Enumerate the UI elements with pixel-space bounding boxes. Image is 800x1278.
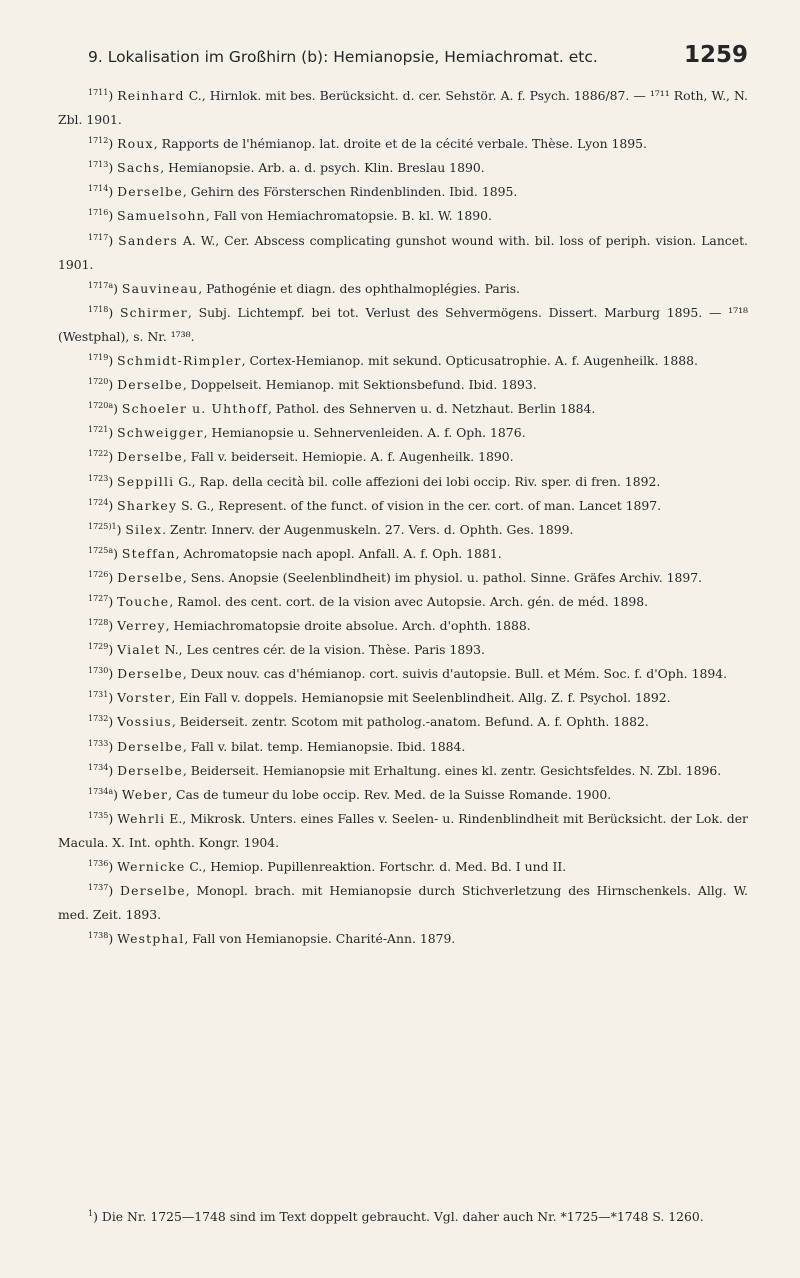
reference-author: Derselbe xyxy=(117,666,183,682)
reference-author: Roux xyxy=(117,136,154,152)
reference-text: , Deux nouv. cas d'hémianop. cort. suivis d'autopsie. Bull. et Mém. Soc. f. d'Oph. 1894. xyxy=(182,666,728,682)
reference-number: 1736 xyxy=(88,859,109,868)
reference-author: Sauvineau xyxy=(121,280,199,296)
reference-number: 1731 xyxy=(88,690,109,700)
reference-number-paren: ) xyxy=(108,304,120,320)
reference-number: 1734 xyxy=(88,762,109,772)
reference-text: , Pathol. des Sehnerven u. d. Netzhaut. Berlin 1884. xyxy=(267,401,596,417)
reference-number-paren: ) xyxy=(108,883,121,899)
reference-text: , Fall von Hemiachromatopsie. B. kl. W. 1890. xyxy=(205,208,492,224)
reference-number: 1723 xyxy=(88,473,109,483)
reference-text: , Hemianopsie. Arb. a. d. psych. Klin. Breslau 1890. xyxy=(160,160,485,176)
reference-number: 1730 xyxy=(88,666,109,676)
reference-author: Derselbe xyxy=(117,762,183,778)
reference-text: , Ein Fall v. doppels. Hemianopsie mit Seelenblindheit. Allg. Z. f. Psychol. 1892. xyxy=(171,690,671,706)
reference-number-paren: ) xyxy=(108,377,118,393)
reference-author: Touche xyxy=(117,593,170,609)
reference-entry xyxy=(58,470,748,494)
page-number: 1259 xyxy=(683,42,748,68)
reference-author: Derselbe xyxy=(120,883,186,899)
reference-entry xyxy=(58,710,748,734)
reference-entry xyxy=(58,373,748,397)
reference-entry xyxy=(58,397,748,421)
reference-entry xyxy=(58,445,748,469)
reference-author: Reinhard xyxy=(117,88,185,103)
reference-text: , Hemianopsie u. Sehnervenleiden. A. f. Oph. 1876. xyxy=(203,425,526,441)
reference-entry xyxy=(58,349,748,373)
reference-entry xyxy=(58,735,748,759)
reference-number-paren: ) xyxy=(113,401,122,417)
reference-entry xyxy=(58,229,748,277)
reference-number-paren: ) xyxy=(108,497,118,513)
reference-number-paren: ) xyxy=(108,425,118,441)
reference-author: Derselbe xyxy=(117,377,183,393)
reference-number: 1713 xyxy=(88,160,109,170)
reference-number: 1729 xyxy=(88,642,109,652)
reference-number-paren: ) xyxy=(108,714,118,730)
reference-number: 1720a xyxy=(88,401,114,411)
reference-number-paren: ) xyxy=(108,666,118,682)
reference-number-paren: ) xyxy=(113,786,122,802)
reference-number: 1721 xyxy=(88,425,109,435)
reference-number-paren: ) xyxy=(108,160,118,176)
reference-author: Wehrli xyxy=(117,810,166,826)
reference-number-paren: ) xyxy=(108,449,118,465)
reference-number-paren: ) xyxy=(108,690,118,706)
reference-text: , Fall v. bilat. temp. Hemianopsie. Ibid. 1884. xyxy=(182,738,466,754)
reference-author: Silex xyxy=(125,521,163,537)
reference-number-paren: ) xyxy=(108,593,118,609)
reference-entry xyxy=(58,614,748,638)
reference-number-paren: ) xyxy=(108,208,118,224)
reference-entry xyxy=(58,542,748,566)
reference-number-paren: ) xyxy=(108,184,118,200)
reference-number-paren: ) xyxy=(108,859,118,874)
footnote-mark: 1 xyxy=(88,1209,94,1218)
reference-entry xyxy=(58,301,748,349)
reference-number: 1722 xyxy=(88,449,109,459)
reference-entry xyxy=(58,277,748,301)
reference-number: 1719 xyxy=(88,353,109,363)
reference-author: Vorster xyxy=(117,690,172,706)
reference-number: 1737 xyxy=(88,883,109,893)
reference-number-paren: ) xyxy=(108,810,118,826)
reference-entry xyxy=(58,518,748,542)
reference-number: 1738 xyxy=(88,931,109,941)
reference-number-paren: ) xyxy=(108,136,118,152)
reference-number: 1724 xyxy=(88,497,109,507)
reference-entry xyxy=(58,132,748,156)
reference-number-paren: ) xyxy=(108,931,118,947)
reference-entry xyxy=(58,566,748,590)
reference-author: Vossius xyxy=(117,714,172,730)
reference-text: , Hemiachromatopsie droite absolue. Arch. d'ophth. 1888. xyxy=(165,618,531,634)
reference-text: S. G., Represent. of the funct. of vision in the cer. cort. of man. Lancet 1897. xyxy=(177,497,662,513)
reference-text: , Doppelseit. Hemianop. mit Sektionsbefund. Ibid. 1893. xyxy=(182,377,537,393)
reference-entry xyxy=(58,156,748,180)
reference-author: Samuelsohn xyxy=(117,208,206,224)
reference-text: C., Hirnlok. mit bes. Berücksicht. d. cer. Sehstör. A. f. Psych. 1886/87. — ¹⁷¹¹ Roth, W., N. Zbl. 1901. xyxy=(58,88,748,128)
reference-number-paren: ) xyxy=(113,280,122,296)
reference-entry xyxy=(58,204,748,228)
reference-number-paren: ) xyxy=(108,642,118,658)
reference-number: 1726 xyxy=(88,569,109,579)
reference-number: 1727 xyxy=(88,593,109,603)
reference-text: , Sens. Anopsie (Seelenblindheit) im physiol. u. pathol. Sinne. Gräfes Archiv. 1897. xyxy=(182,569,703,585)
reference-number: 1733 xyxy=(88,738,109,748)
reference-number: 1716 xyxy=(88,208,109,218)
reference-text: . Zentr. Innerv. der Augenmuskeln. 27. Vers. d. Ophth. Ges. 1899. xyxy=(162,521,574,537)
reference-text: , Rapports de l'hémianop. lat. droite et de la cécité verbale. Thèse. Lyon 1895. xyxy=(153,136,647,152)
reference-author: Schweigger xyxy=(117,425,204,441)
reference-entry xyxy=(58,855,748,879)
reference-number-paren: ) xyxy=(108,353,118,369)
reference-text: , Subj. Lichtempf. bei tot. Verlust des Sehvermögens. Dissert. Marburg 1895. — ¹⁷¹⁸ (Westphal), s. Nr. ¹⁷³⁸. xyxy=(58,304,748,344)
reference-author: Sanders xyxy=(118,232,178,248)
reference-entry xyxy=(58,494,748,518)
reference-entry xyxy=(58,927,748,951)
reference-number-paren: ) xyxy=(108,473,118,489)
reference-number-paren: ) xyxy=(108,88,118,103)
reference-text: G., Rap. della cecità bil. colle affezioni dei lobi occip. Riv. sper. di fren. 1892. xyxy=(174,473,661,489)
reference-number: 1712 xyxy=(88,136,109,146)
reference-number: 1728 xyxy=(88,618,109,628)
reference-author: Derselbe xyxy=(117,738,183,754)
reference-text: , Cortex-Hemianop. mit sekund. Opticusatrophie. A. f. Augenheilk. 1888. xyxy=(241,353,698,369)
reference-entry xyxy=(58,84,748,132)
reference-author: Steffan xyxy=(121,545,176,561)
reference-author: Vialet xyxy=(117,642,161,658)
reference-entry xyxy=(58,180,748,204)
reference-entry xyxy=(58,421,748,445)
reference-author: Verrey xyxy=(117,618,166,634)
footnote-text: Die Nr. 1725—1748 sind im Text doppelt gebraucht. Vgl. daher auch Nr. *1725—*1748 S. 1260. xyxy=(101,1209,704,1224)
reference-author: Derselbe xyxy=(117,184,183,200)
running-title: 9. Lokalisation im Großhirn (b): Hemianopsie, Hemiachromat. etc. xyxy=(88,48,598,66)
reference-number: 1725a xyxy=(88,545,114,555)
reference-author: Derselbe xyxy=(117,449,183,465)
reference-text: , Achromatopsie nach apopl. Anfall. A. f. Oph. 1881. xyxy=(175,545,502,561)
reference-number-paren: ) xyxy=(108,569,118,585)
reference-text: , Fall v. beiderseit. Hemiopie. A. f. Augenheilk. 1890. xyxy=(182,449,514,465)
reference-author: Sharkey xyxy=(117,497,178,513)
reference-number: 1735 xyxy=(88,810,109,820)
reference-author: Derselbe xyxy=(117,569,183,585)
reference-text: E., Mikrosk. Unters. eines Falles v. Seelen- u. Rindenblindheit mit Berücksicht. der Lok. der Macula. X. Int. ophth. Kongr. 1904. xyxy=(58,810,748,850)
reference-text: , Pathogénie et diagn. des ophthalmoplégies. Paris. xyxy=(198,280,520,296)
reference-text: , Beiderseit. Hemianopsie mit Erhaltung. eines kl. zentr. Gesichtsfeldes. N. Zbl. 1896. xyxy=(182,762,722,778)
reference-number-paren: ) xyxy=(113,545,122,561)
reference-number-paren: ) xyxy=(108,232,119,248)
reference-text: C., Hemiop. Pupillenreaktion. Fortschr. d. Med. Bd. I und II. xyxy=(185,859,567,874)
footnote-mark-paren: ) xyxy=(93,1209,98,1224)
reference-text: , Fall von Hemianopsie. Charité-Ann. 1879. xyxy=(184,931,456,947)
reference-number-paren: ) xyxy=(108,738,118,754)
reference-entry xyxy=(58,590,748,614)
reference-author: Schoeler u. Uhthoff xyxy=(121,401,268,417)
reference-text: , Cas de tumeur du lobe occip. Rev. Med. de la Suisse Romande. 1900. xyxy=(168,786,612,802)
reference-number: 1717a xyxy=(88,280,114,290)
reference-text: , Monopl. brach. mit Hemianopsie durch Stichverletzung des Hirnschenkels. Allg. W. med. Zeit. 1893. xyxy=(58,883,748,923)
reference-text: , Ramol. des cent. cort. de la vision avec Autopsie. Arch. gén. de méd. 1898. xyxy=(169,593,649,609)
reference-text: , Gehirn des Försterschen Rindenblinden. Ibid. 1895. xyxy=(182,184,518,200)
reference-author: Seppilli xyxy=(117,473,175,489)
running-header xyxy=(58,44,748,74)
reference-text: , Beiderseit. zentr. Scotom mit patholog.-anatom. Befund. A. f. Ophth. 1882. xyxy=(171,714,649,730)
reference-author: Weber xyxy=(121,786,169,802)
reference-entry xyxy=(58,783,748,807)
reference-text: N., Les centres cér. de la vision. Thèse. Paris 1893. xyxy=(160,642,485,658)
reference-list xyxy=(58,84,748,951)
reference-number: 1714 xyxy=(88,184,109,194)
reference-number: 1725)1 xyxy=(88,521,117,531)
reference-text: A. W., Cer. Abscess complicating gunshot wound with. bil. loss of periph. vision. Lancet. 1901. xyxy=(58,232,748,272)
reference-entry xyxy=(58,759,748,783)
reference-number: 1732 xyxy=(88,714,109,724)
reference-number: 1718 xyxy=(88,304,109,314)
reference-number: 1717 xyxy=(88,232,109,242)
reference-number: 1720 xyxy=(88,377,109,387)
reference-author: Westphal xyxy=(117,931,185,947)
reference-entry xyxy=(58,807,748,855)
reference-author: Sachs xyxy=(117,160,161,176)
reference-author: Wernicke xyxy=(117,859,186,874)
reference-author: Schirmer xyxy=(119,304,188,320)
reference-entry xyxy=(58,638,748,662)
reference-number-paren: ) xyxy=(116,521,126,537)
reference-author: Schmidt-Rimpler xyxy=(117,353,242,369)
reference-entry xyxy=(58,879,748,927)
reference-number-paren: ) xyxy=(108,762,118,778)
reference-entry xyxy=(58,662,748,686)
reference-number: 1734a xyxy=(88,786,114,796)
reference-entry xyxy=(58,686,748,710)
reference-number-paren: ) xyxy=(108,618,118,634)
footnote xyxy=(58,1205,748,1229)
reference-number: 1711 xyxy=(88,88,109,97)
